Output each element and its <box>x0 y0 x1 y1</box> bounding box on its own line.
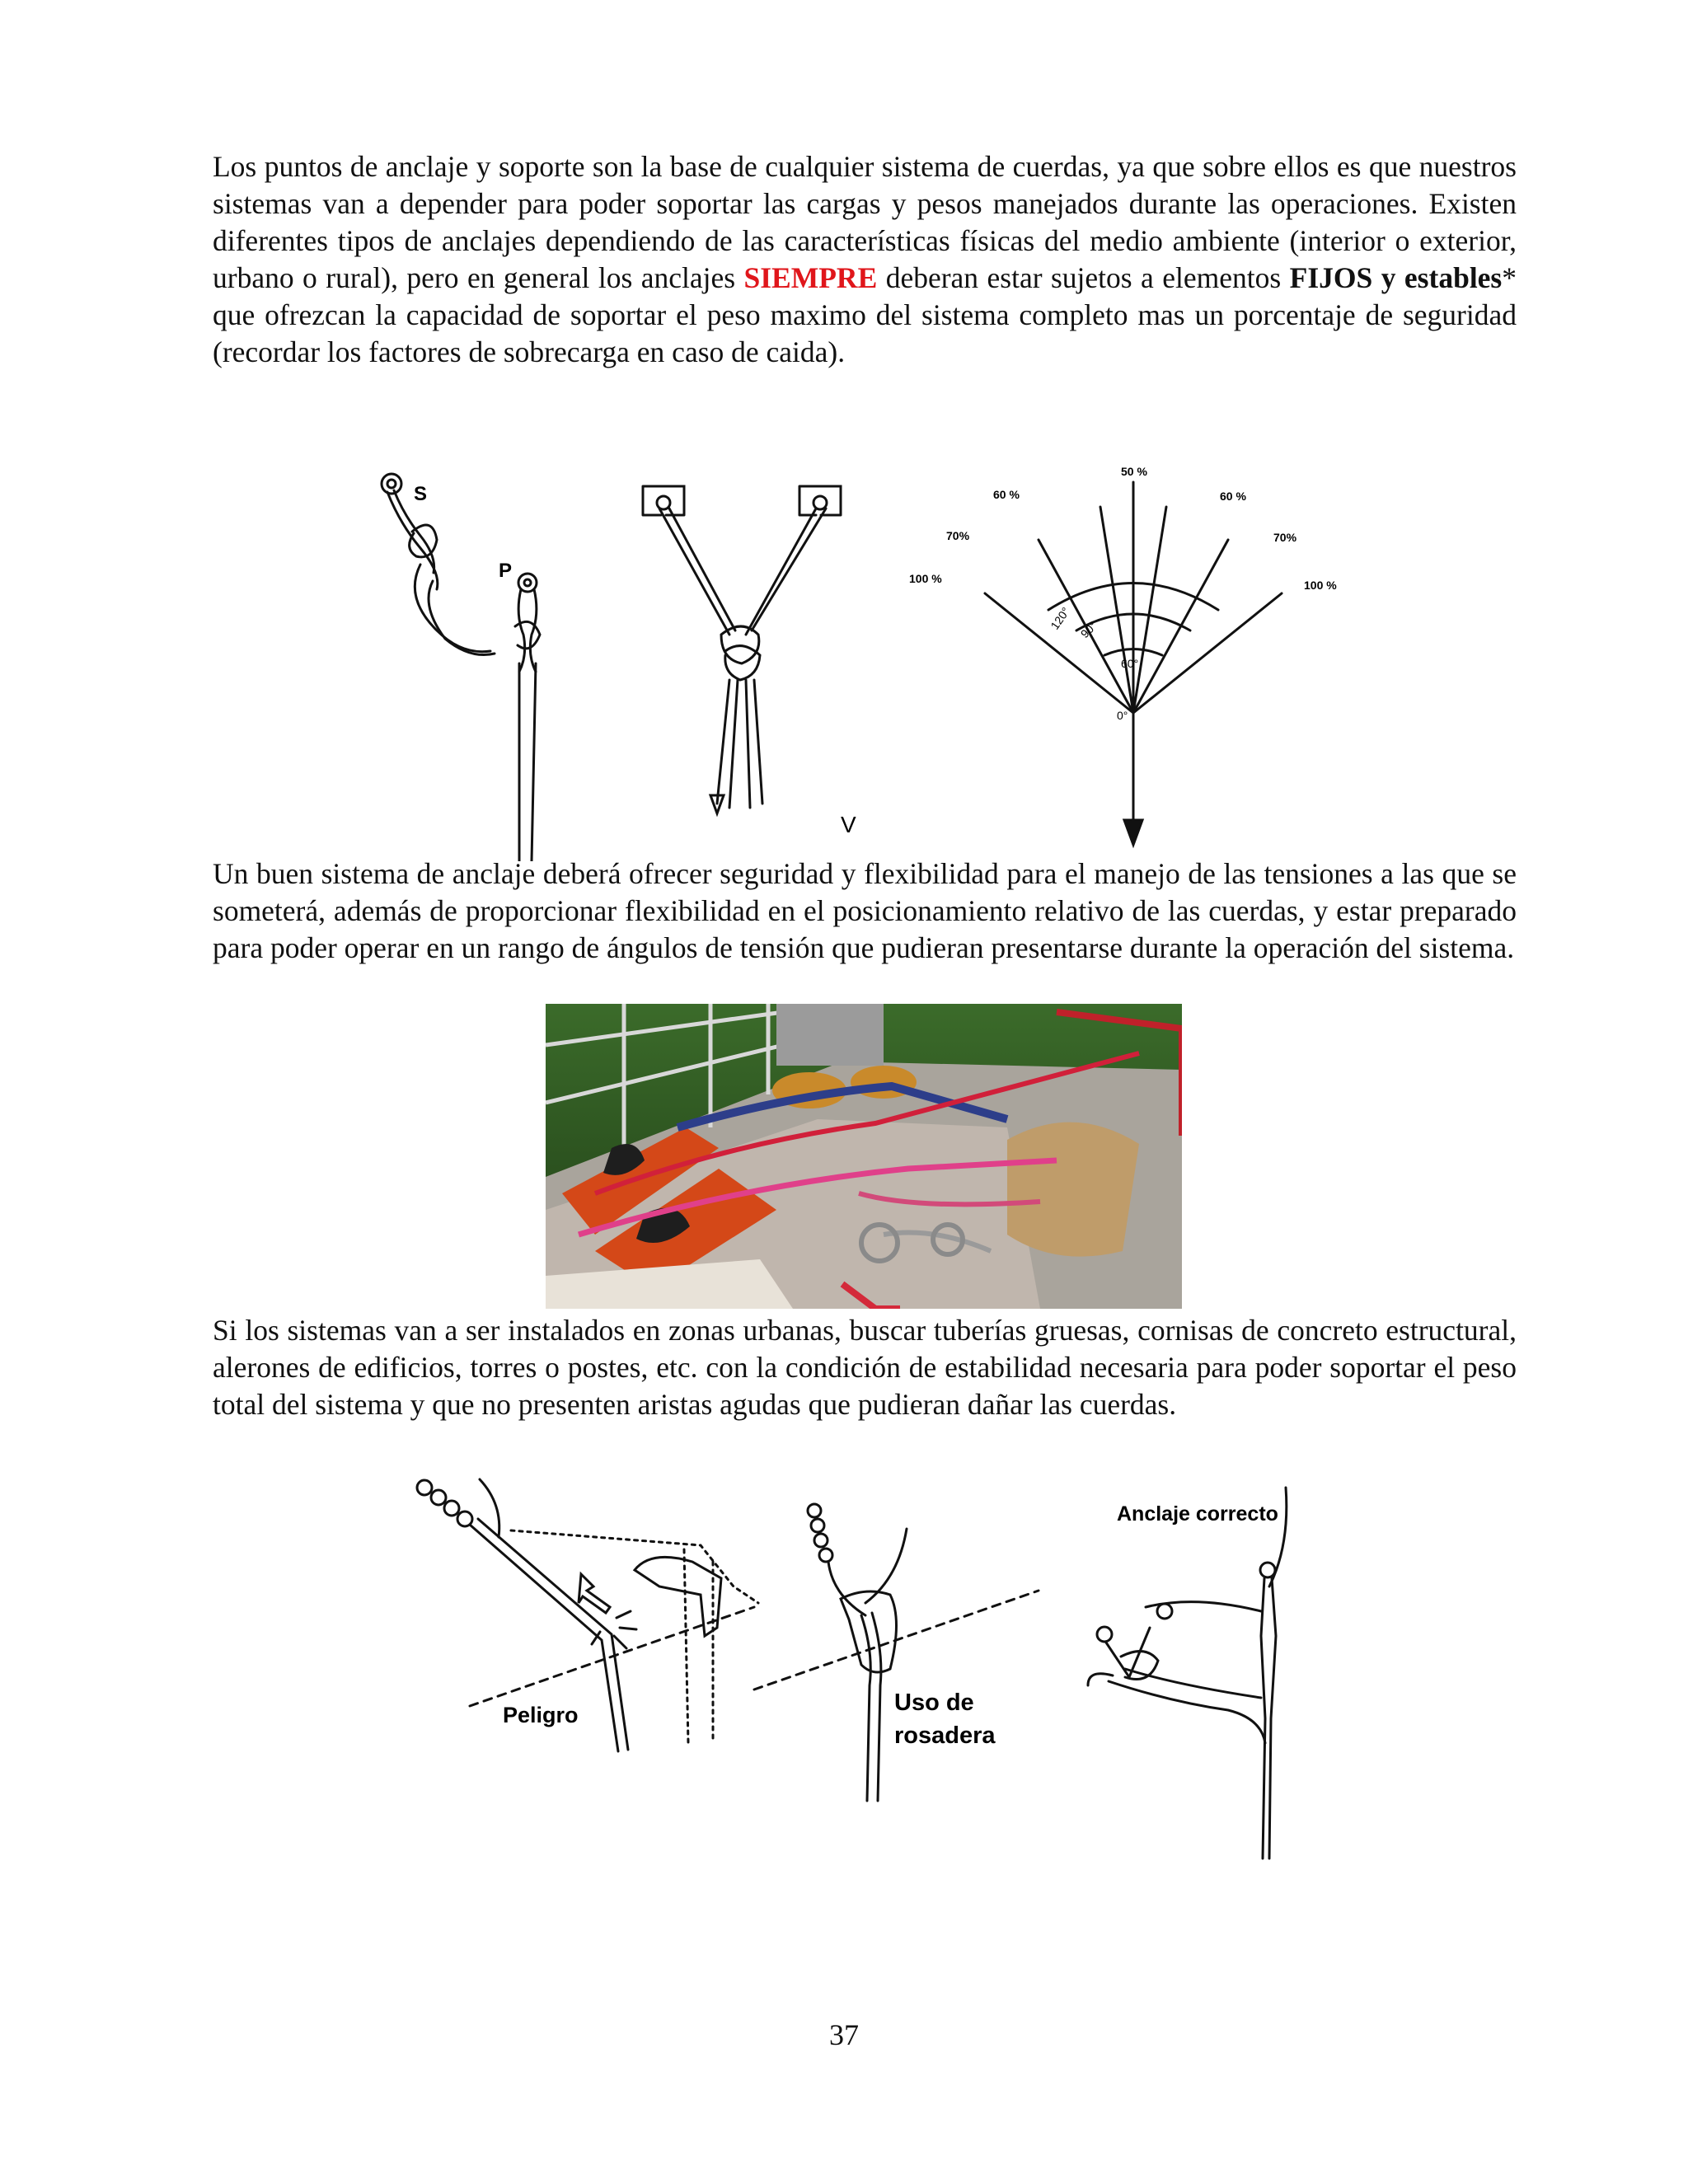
label-rosadera: rosadera <box>894 1722 996 1749</box>
paragraph-text: * que ofrezcan la capacidad de soportar el peso maximo del sistema completo mas un porcentaje de seguridad (recordar los factores de sobrecarga en caso de caida). <box>213 261 1517 368</box>
label-v: V <box>841 812 856 837</box>
label-0: 0° <box>1117 709 1128 722</box>
label-120: 120° <box>1048 604 1073 632</box>
paragraph-text: deberan estar sujetos a elementos <box>877 261 1290 294</box>
highlight-siempre: SIEMPRE <box>743 261 878 294</box>
label-p: P <box>499 560 513 582</box>
label-100-left: 100 % <box>909 572 942 585</box>
paragraph-anchor-points <box>213 148 1517 371</box>
edge-protection-figure <box>404 1471 1352 1867</box>
label-100-right: 100 % <box>1304 579 1337 592</box>
label-peligro: Peligro <box>503 1703 579 1727</box>
paragraph-text: Los puntos de anclaje y soporte son la base de cualquier sistema de cuerdas, ya que sobre ellos es que nuestros sistemas van a depender para poder soportar las cargas y pesos manejados durante las operaciones. Existen diferentes tipos de anclajes dependiendo de las características físicas del medio ambiente (interior o exterior, urbano o rural), pero en general los anclajes <box>213 150 1517 294</box>
label-60-right: 60 % <box>1220 490 1246 503</box>
y-anchor-drawing <box>643 486 841 813</box>
label-anclaje-correcto: Anclaje correcto <box>1117 1502 1278 1526</box>
label-60-angle: 60° <box>1121 657 1139 670</box>
label-50: 50 % <box>1121 465 1147 478</box>
paragraph-urban-anchors: Si los sistemas van a ser instalados en zonas urbanas, buscar tuberías gruesas, cornisas de concreto estructural, alerones de edificios, torres o postes, etc. con la condición de estabilidad necesaria para poder soportar el peso total del sistema y que no presenten aristas agudas que pudieran dañar las cuerdas. <box>213 1314 1517 1421</box>
label-60-left: 60 % <box>993 488 1020 501</box>
peligro-drawing <box>417 1479 758 1751</box>
angle-diagram-drawing <box>985 482 1282 824</box>
label-70-right: 70% <box>1273 531 1297 544</box>
anchor-photo <box>546 1004 1182 1309</box>
page-number: 37 <box>829 2018 859 2051</box>
paragraph-anchor-system: Un buen sistema de anclaje deberá ofrecer seguridad y flexibilidad para el manejo de las tensiones a las que se someterá, además de proporcionar flexibilidad en el posicionamiento relativo de las cuerdas, y estar preparado para poder operar en un rango de ángulos de tensión que pudieran presentarse durante la operación del sistema. <box>213 857 1517 964</box>
label-s: S <box>414 483 428 505</box>
anchor-knots-figure <box>354 457 1376 861</box>
label-uso-de: Uso de <box>894 1690 974 1716</box>
anclaje-correcto-drawing <box>1088 1488 1287 1858</box>
sp-knot-drawing <box>382 474 540 861</box>
label-70-left: 70% <box>946 529 970 542</box>
bold-fijos-estables: FIJOS y estables <box>1289 261 1503 294</box>
rosadera-drawing <box>754 1504 1039 1801</box>
label-90: 90° <box>1077 618 1100 641</box>
